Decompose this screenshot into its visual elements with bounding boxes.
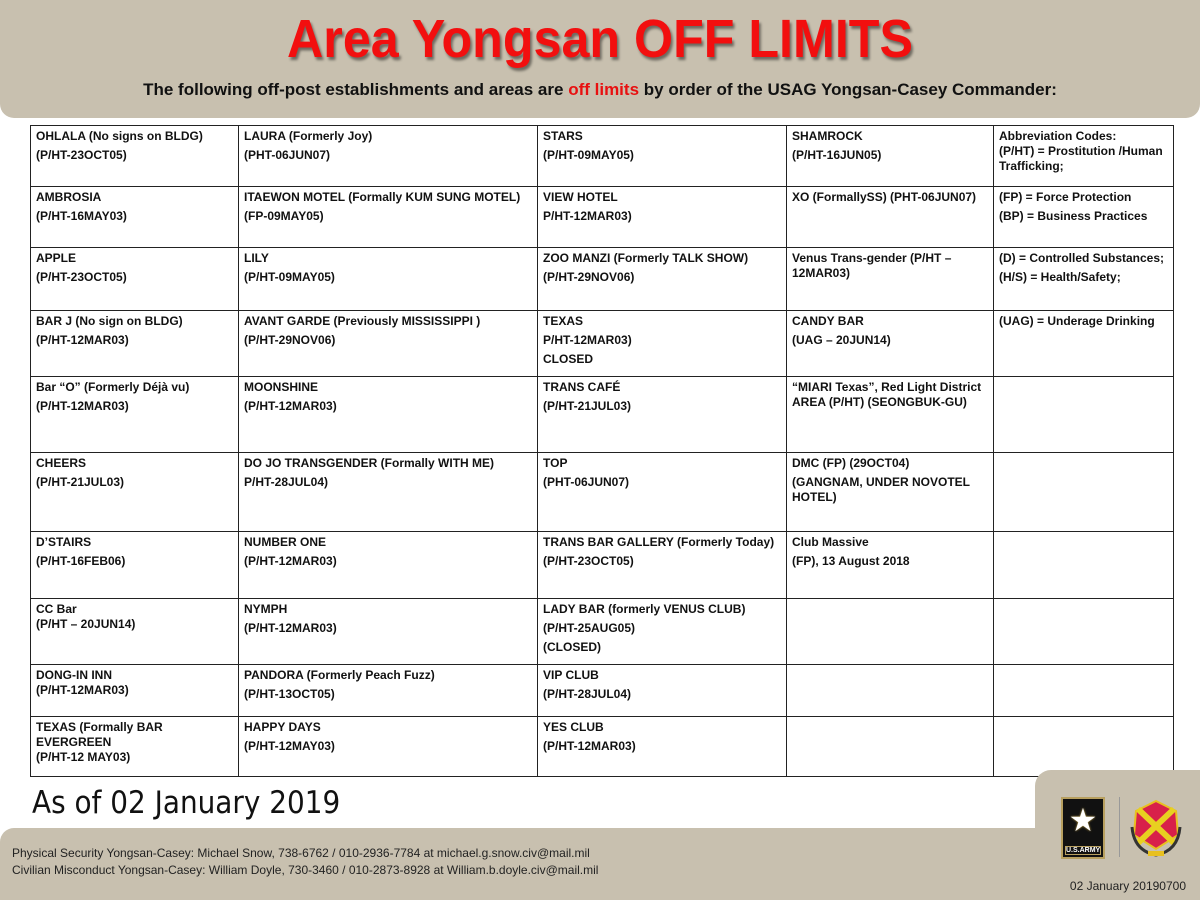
establishment-cell <box>31 126 239 187</box>
cell-line: Bar “O” (Formerly Déjà vu) <box>36 380 190 394</box>
establishment-cell <box>787 248 994 311</box>
cell-line: P/HT-12MAR03) <box>543 209 632 223</box>
establishment-cell <box>538 599 787 665</box>
establishment-cell <box>538 665 787 717</box>
cell-line: (P/HT-09MAY05) <box>244 270 335 284</box>
cell-line: (P/HT-12MAY03) <box>244 739 335 753</box>
abbreviation-cell <box>994 453 1174 532</box>
cell-line: Club Massive <box>792 535 869 549</box>
cell-line: “MIARI Texas”, Red Light District AREA (P/HT) (SEONGBUK-GU) <box>792 380 982 409</box>
cell-line: (P/HT-12MAR03) <box>244 399 337 413</box>
cell-line: (P/HT-12MAR03) <box>244 621 337 635</box>
subtitle-text-end: by order of the USAG Yongsan-Casey Commander: <box>639 80 1057 99</box>
cell-line: (PHT-06JUN07) <box>244 148 331 162</box>
cell-line: (P/HT-12MAR03) <box>36 333 129 347</box>
cell-line: LILY <box>244 251 269 265</box>
establishment-cell <box>787 717 994 777</box>
cell-line: (P/HT-09MAY05) <box>543 148 634 162</box>
us-army-logo-text: U.S.ARMY <box>1066 847 1101 854</box>
establishment-cell <box>31 532 239 599</box>
header-band <box>0 0 1200 118</box>
cell-line: (P/HT-13OCT05) <box>244 687 335 701</box>
page-subtitle <box>0 80 1200 100</box>
abbreviation-cell <box>994 665 1174 717</box>
star-icon: ★ <box>1068 802 1098 838</box>
table-row <box>31 248 1174 311</box>
cell-line: (GANGNAM, UNDER NOVOTEL HOTEL) <box>792 475 970 504</box>
establishment-cell <box>538 377 787 453</box>
establishment-cell <box>787 311 994 377</box>
establishment-cell <box>787 377 994 453</box>
cell-line: SHAMROCK <box>792 129 863 143</box>
establishment-cell <box>31 377 239 453</box>
establishment-cell <box>538 187 787 248</box>
establishment-cell <box>787 187 994 248</box>
cell-line: LADY BAR (formerly VENUS CLUB) <box>543 602 746 616</box>
cell-line: (P/HT-21JUL03) <box>543 399 632 413</box>
cell-line: DONG-IN INN (P/HT-12MAR03) <box>36 668 129 697</box>
cell-line: (P/HT-28JUL04) <box>543 687 632 701</box>
cell-line: (P/HT-29NOV06) <box>543 270 635 284</box>
cell-line: APPLE <box>36 251 77 265</box>
table-row <box>31 532 1174 599</box>
establishment-cell <box>239 717 538 777</box>
cell-line: ZOO MANZI (Formerly TALK SHOW) <box>543 251 749 265</box>
establishment-cell <box>538 717 787 777</box>
cell-line: (FP-09MAY05) <box>244 209 324 223</box>
table-row <box>31 377 1174 453</box>
establishment-cell <box>31 665 239 717</box>
table-row <box>31 717 1174 777</box>
cell-line: OHLALA (No signs on BLDG) <box>36 129 203 143</box>
cell-line: HAPPY DAYS <box>244 720 321 734</box>
abbreviation-cell <box>994 126 1174 187</box>
cell-line: TEXAS <box>543 314 584 328</box>
cell-line: (H/S) = Health/Safety; <box>999 270 1121 284</box>
cell-line: (FP), 13 August 2018 <box>792 554 910 568</box>
cell-line: TOP <box>543 456 568 470</box>
table-row <box>31 126 1174 187</box>
cell-line: VIEW HOTEL <box>543 190 618 204</box>
cell-line: BAR J (No sign on BLDG) <box>36 314 183 328</box>
cell-line: D’STAIRS <box>36 535 92 549</box>
us-army-logo <box>1061 797 1105 859</box>
cell-line: (P/HT-16MAY03) <box>36 209 127 223</box>
cell-line: AMBROSIA <box>36 190 102 204</box>
cell-line: (CLOSED) <box>543 640 601 654</box>
contact-physical-security: Physical Security Yongsan-Casey: Michael Snow, 738-6762 / 010-2936-7784 at michael.g.snow.civ@mail.mil <box>12 846 590 860</box>
cell-line: (UAG) = Underage Drinking <box>999 314 1155 328</box>
cell-line: (P/HT-23OCT05) <box>36 148 127 162</box>
establishment-cell <box>538 311 787 377</box>
cell-line: CLOSED <box>543 352 594 366</box>
table-row <box>31 665 1174 717</box>
subtitle-text: The following off-post establishments and areas are <box>143 80 569 99</box>
abbreviation-cell <box>994 599 1174 665</box>
establishment-cell <box>239 453 538 532</box>
cell-line: TRANS BAR GALLERY (Formerly Today) <box>543 535 775 549</box>
subtitle-off-limits: off limits <box>568 80 640 99</box>
cell-line: LAURA (Formerly Joy) <box>244 129 373 143</box>
cell-line: TEXAS (Formally BAR EVERGREEN (P/HT-12 MAY03) <box>36 720 163 764</box>
cell-line: MOONSHINE <box>244 380 319 394</box>
cell-line: (P/HT-21JUL03) <box>36 475 125 489</box>
establishment-cell <box>538 532 787 599</box>
table-row <box>31 187 1174 248</box>
cell-line: (P/HT-16FEB06) <box>36 554 126 568</box>
establishment-cell <box>31 187 239 248</box>
cell-line: (UAG – 20JUN14) <box>792 333 891 347</box>
as-of-date: As of 02 January 2019 <box>32 785 341 821</box>
date-stamp: 02 January 20190700 <box>1069 879 1186 893</box>
abbreviation-cell <box>994 187 1174 248</box>
abbreviation-cell <box>994 532 1174 599</box>
cell-line: AVANT GARDE (Previously MISSISSIPPI ) <box>244 314 481 328</box>
establishment-cell <box>239 532 538 599</box>
cell-line: (FP) = Force Protection <box>999 190 1132 204</box>
cell-line: (BP) = Business Practices <box>999 209 1148 223</box>
cell-line: (D) = Controlled Substances; <box>999 251 1165 265</box>
cell-line: (P/HT-12MAR03) <box>543 739 636 753</box>
table-row <box>31 599 1174 665</box>
cell-line: (PHT-06JUN07) <box>543 475 630 489</box>
establishment-cell <box>538 126 787 187</box>
cell-line: STARS <box>543 129 583 143</box>
table-row <box>31 453 1174 532</box>
establishment-cell <box>239 126 538 187</box>
establishment-cell <box>31 248 239 311</box>
cell-line: (P/HT-16JUN05) <box>792 148 882 162</box>
garrison-crest-icon <box>1128 797 1184 859</box>
establishment-cell <box>538 453 787 532</box>
table-row <box>31 311 1174 377</box>
establishment-cell <box>31 599 239 665</box>
cell-line: (P/HT-29NOV06) <box>244 333 336 347</box>
contact-civilian-misconduct: Civilian Misconduct Yongsan-Casey: William Doyle, 730-3460 / 010-2873-8928 at William.b.doyle.civ@mail.mil <box>12 863 599 877</box>
cell-line: (P/HT-23OCT05) <box>543 554 634 568</box>
cell-line: CC Bar (P/HT – 20JUN14) <box>36 602 136 631</box>
establishment-cell <box>31 453 239 532</box>
establishment-cell <box>787 453 994 532</box>
cell-line: (P/HT-25AUG05) <box>543 621 636 635</box>
establishment-cell <box>31 311 239 377</box>
establishment-cell <box>787 665 994 717</box>
establishment-cell <box>538 248 787 311</box>
cell-line: (P/HT-12MAR03) <box>36 399 129 413</box>
abbreviation-cell <box>994 717 1174 777</box>
cell-line: (P/HT-23OCT05) <box>36 270 127 284</box>
cell-line: Abbreviation Codes: (P/HT) = Prostitution /Human Trafficking; <box>999 129 1163 173</box>
establishment-cell <box>239 248 538 311</box>
establishment-cell <box>239 187 538 248</box>
establishment-cell <box>239 665 538 717</box>
cell-line: CANDY BAR <box>792 314 864 328</box>
abbreviation-cell <box>994 248 1174 311</box>
cell-line: P/HT-12MAR03) <box>543 333 632 347</box>
cell-line: NYMPH <box>244 602 288 616</box>
establishment-cell <box>787 599 994 665</box>
establishment-cell <box>31 717 239 777</box>
cell-line: DO JO TRANSGENDER (Formally WITH ME) <box>244 456 495 470</box>
cell-line: DMC (FP) (29OCT04) <box>792 456 910 470</box>
cell-line: TRANS CAFÉ <box>543 380 621 394</box>
establishment-cell <box>239 311 538 377</box>
cell-line: ITAEWON MOTEL (Formally KUM SUNG MOTEL) <box>244 190 521 204</box>
establishment-cell <box>239 377 538 453</box>
page-title: Area Yongsan OFF LIMITS <box>287 9 913 69</box>
cell-line: PANDORA (Formerly Peach Fuzz) <box>244 668 435 682</box>
cell-line: VIP CLUB <box>543 668 599 682</box>
cell-line: YES CLUB <box>543 720 604 734</box>
abbreviation-cell <box>994 311 1174 377</box>
abbreviation-cell <box>994 377 1174 453</box>
cell-line: NUMBER ONE <box>244 535 327 549</box>
establishment-cell <box>787 126 994 187</box>
off-limits-table <box>30 125 1174 777</box>
cell-line: Venus Trans-gender (P/HT – 12MAR03) <box>792 251 952 280</box>
cell-line: (P/HT-12MAR03) <box>244 554 337 568</box>
logo-divider <box>1119 797 1120 857</box>
establishment-cell <box>239 599 538 665</box>
establishment-cell <box>787 532 994 599</box>
cell-line: CHEERS <box>36 456 87 470</box>
cell-line: XO (FormallySS) (PHT-06JUN07) <box>792 190 977 204</box>
cell-line: P/HT-28JUL04) <box>244 475 329 489</box>
